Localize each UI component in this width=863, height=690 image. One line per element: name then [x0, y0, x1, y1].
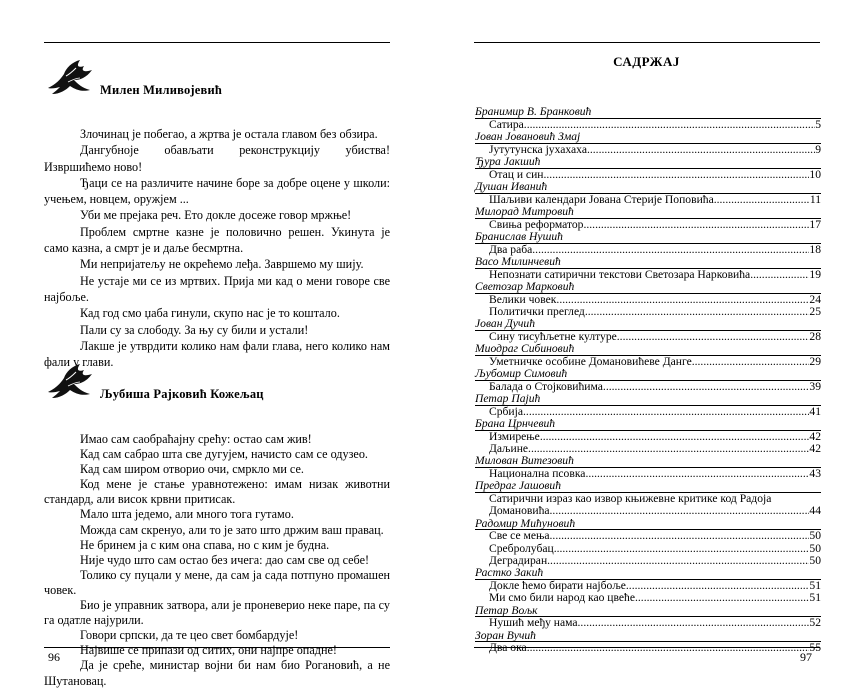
toc-page-number: 18	[809, 242, 821, 256]
toc-entry-title: Два ока	[489, 641, 527, 655]
aphorism: Ђаци се на различите начине боре за добре оцене у школи: учењем, новцем, оружјем ...	[44, 175, 390, 207]
toc-leader-dots	[750, 269, 809, 281]
aphorism: Не бринем ја с ким она спава, но с ким је будна.	[80, 537, 330, 552]
aphorism: Код мене је стање уравнотежено: имам низак животни стандард, али висок крвни притисак.	[44, 477, 390, 507]
toc-page-number: 50	[809, 553, 821, 567]
toc-page-number: 42	[809, 429, 821, 443]
toc-leader-dots	[527, 642, 810, 654]
aphorism: Злочинац је побегао, а жртва је остала главом без обзира.	[80, 127, 378, 141]
toc-leader-dots	[547, 555, 809, 567]
toc-entry-title: Јутутунска јухахаха	[489, 142, 587, 156]
toc-author: Петар Пајић	[475, 393, 821, 406]
toc-leader-dots	[603, 381, 809, 393]
toc-page-number: 51	[809, 578, 821, 592]
toc-page-number: 24	[809, 292, 821, 306]
aphorism: Имао сам саобраћајну срећу: остао сам жив!	[80, 432, 312, 446]
toc-entry-title: Србија	[489, 404, 524, 418]
toc-leader-dots	[554, 543, 810, 555]
toc-leader-dots	[635, 592, 809, 604]
toc-entry-title: Два раба	[489, 242, 533, 256]
toc-author: Васо Милинчевић	[475, 256, 821, 269]
aphorism: Дангубноје обављати реконструкцију убиства! Извршићемо ново!	[44, 143, 390, 174]
toc-author: Брана Црнчевић	[475, 418, 821, 431]
toc-leader-dots	[523, 406, 809, 418]
toc-page-number: 10	[809, 167, 821, 181]
toc-entry-title: Даљине	[489, 442, 529, 456]
toc-entry-title: Политички преглед	[489, 304, 585, 318]
toc-page-number: 42	[809, 442, 821, 456]
toc-page-number: 39	[809, 379, 821, 393]
section-heading	[44, 58, 390, 104]
toc-author: Милорад Митровић	[475, 206, 821, 219]
toc-leader-dots	[578, 617, 810, 629]
toc-author: Растко Закић	[475, 567, 821, 580]
toc-author: Душан Иванић	[475, 181, 821, 194]
aphorism: Лакше је утврдити колико нам фали глава, него колико нам фали у глави.	[44, 338, 390, 370]
right-page	[430, 0, 863, 690]
toc-entry-title: Балада о Стојковићима	[489, 379, 603, 393]
author-name: Милен Миливојевић	[100, 83, 223, 97]
toc-entry-title: Отац и син	[489, 167, 544, 181]
aphorism: Уби ме прејака реч. Ето докле досеже говор мржње!	[80, 208, 352, 223]
aphorism: Кад сам сабрао шта све дугујем, начисто сам се одузео.	[80, 447, 368, 462]
toc-leader-dots	[626, 580, 810, 592]
toc-entry-title: Сребролубац	[489, 541, 554, 555]
toc-author: Предраг Јашовић	[475, 480, 821, 493]
toc-entry-title: Велики човек	[489, 292, 557, 306]
toc-entry[interactable]	[475, 642, 821, 654]
toc-page-number: 25	[809, 304, 821, 318]
aphorism: Пали су за слободу. За њу су били и устали!	[80, 322, 309, 337]
toc-author: Зоран Вучић	[475, 630, 821, 643]
aphorism: Био је управник затвора, али је проневерио неке паре, па су га одатле најурили.	[44, 598, 390, 628]
aphorism: Можда сам скренуо, али то је зато што држим ваш правац.	[80, 522, 384, 537]
aphorism-list	[44, 126, 390, 370]
page-number: 97	[800, 650, 812, 664]
toc-leader-dots	[540, 431, 810, 443]
toc-entry-title: Сатирични израз као извор књижевне критике код Радоја	[489, 492, 772, 506]
toc-page-number: 50	[809, 529, 821, 543]
toc-entry-title-continued: Домановића	[489, 504, 550, 518]
toc-page-number: 9	[815, 142, 821, 156]
toc-entry-title: Сину тисућљетне културе	[489, 329, 617, 343]
toc-author: Радомир Мићуновић	[475, 518, 821, 531]
toc-entry[interactable]	[475, 617, 821, 629]
aphorism: Говори српски, да те цео свет бомбардује!	[80, 628, 299, 643]
toc-page-number: 55	[809, 641, 821, 655]
table-of-contents	[475, 106, 821, 654]
toc-author: Милован Витезовић	[475, 455, 821, 468]
toc-author: Петар Вољк	[475, 605, 821, 618]
toc-author: Бранимир В. Бранковић	[475, 106, 821, 119]
toc-leader-dots	[617, 331, 810, 343]
toc-page-number: 43	[809, 467, 821, 481]
toc-author: Бранислав Нушић	[475, 231, 821, 244]
toc-entry-title: Свиња реформатор	[489, 217, 584, 231]
aphorism: Ми непријатељу не окрећемо леђа. Завршемо му шију.	[80, 257, 364, 272]
page-number: 96	[48, 650, 60, 664]
toc-leader-dots	[585, 306, 810, 318]
section-heading	[44, 362, 390, 408]
toc-entry-title: Нушић међу нама	[489, 616, 578, 630]
toc-entry-title: Докле ћемо бирати најбоље	[489, 578, 626, 592]
toc-entry-title: Деградиран	[489, 553, 548, 567]
aphorism: Не устаје ми се из мртвих. Прија ми кад о мени говоре све најбоље.	[44, 273, 390, 304]
toc-author: Миодраг Сибиновић	[475, 343, 821, 356]
aphorism: Кад год смо џаба гинули, скупо нас је то коштало.	[80, 306, 340, 321]
toc-page-number: 19	[809, 267, 821, 281]
toc-leader-dots	[692, 356, 810, 368]
toc-title: САДРЖАЈ	[613, 54, 680, 69]
toc-page-number: 11	[809, 192, 821, 206]
aphorism: Није чудо што сам остао без ичега: дао сам све од себе!	[80, 552, 370, 567]
top-rule	[474, 42, 820, 43]
top-rule	[44, 42, 390, 43]
aphorism: Толико су пуцали у мене, да сам ја сада потпуно промашен човек.	[44, 567, 390, 597]
toc-entry-title: Уметничке особине Домановићеве Данге	[489, 354, 692, 368]
bottom-rule	[474, 647, 820, 648]
toc-leader-dots	[556, 294, 809, 306]
toc-leader-dots	[544, 169, 810, 181]
toc-page-number: 17	[809, 217, 821, 231]
toc-entry-title: Измирење	[489, 429, 540, 443]
toc-page-number: 44	[809, 504, 821, 518]
bottom-rule	[44, 647, 390, 648]
toc-entry-title: Непознати сатирични текстови Светозара Нарковића	[489, 267, 751, 281]
toc-leader-dots	[583, 219, 809, 231]
toc-entry-title: Национална псовка	[489, 467, 586, 481]
author-name: Љубиша Рајковић Кожељац	[100, 387, 264, 401]
toc-leader-dots	[550, 530, 810, 542]
aphorism: Да је среће, министар војни би нам био Рогановић, а не Шутановац.	[44, 658, 390, 688]
aphorism: Највише се припази од ситих, они најпре опадне!	[80, 643, 337, 658]
toc-author: Светозар Марковић	[475, 281, 821, 294]
toc-page-number: 28	[809, 329, 821, 343]
toc-leader-dots	[532, 244, 809, 256]
bird-ornament-icon	[46, 58, 96, 98]
left-page	[0, 0, 430, 690]
section-1	[44, 58, 390, 370]
toc-leader-dots	[550, 505, 810, 517]
toc-author: Љубомир Симовић	[475, 368, 821, 381]
toc-page-number: 52	[809, 616, 821, 630]
toc-page-number: 51	[809, 591, 821, 605]
section-2	[44, 362, 390, 689]
toc-entry[interactable]	[475, 530, 821, 542]
toc-author: Јован Јовановић Змај	[475, 131, 821, 144]
toc-leader-dots	[587, 144, 815, 156]
toc-leader-dots	[714, 194, 810, 206]
aphorism-list	[44, 432, 390, 689]
toc-entry-title: Шаљиви календари Јована Стерије Поповића	[489, 192, 714, 206]
toc-page-number: 50	[809, 541, 821, 555]
toc-page-number: 41	[809, 404, 821, 418]
toc-leader-dots	[585, 468, 809, 480]
toc-entry-title: Сатира	[489, 117, 524, 131]
aphorism: Проблем смртне казне је половично решен. Укинута је само казна, а смрт је и даље бесмртна.	[44, 224, 390, 256]
toc-author: Ђура Јакшић	[475, 156, 821, 169]
toc-entry[interactable]	[475, 493, 821, 518]
toc-entry-title: Све се мења	[489, 529, 550, 543]
aphorism: Кад сам широм отворио очи, смркло ми се.	[80, 462, 304, 477]
aphorism: Мало шта једемо, али много тога гутамо.	[80, 507, 294, 522]
toc-page-number: 5	[815, 117, 821, 131]
toc-author: Јован Дучић	[475, 318, 821, 331]
bird-ornament-icon	[46, 362, 96, 402]
toc-page-number: 29	[809, 354, 821, 368]
toc-entry[interactable]	[475, 592, 821, 604]
toc-entry-title: Ми смо били народ као цвеће	[489, 591, 635, 605]
